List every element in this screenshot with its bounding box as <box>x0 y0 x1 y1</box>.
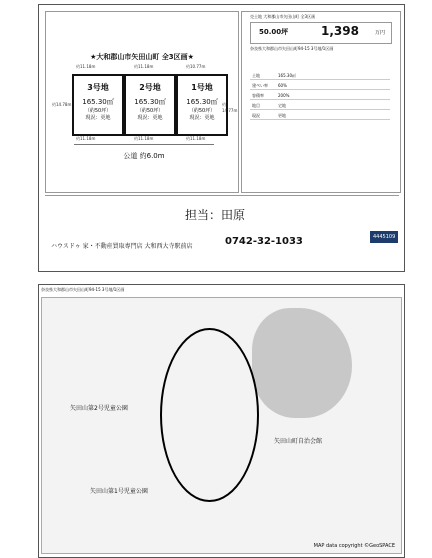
dim-bottom-2: 約11.18m <box>134 136 154 141</box>
phone-number: 0742-32-1033 <box>225 236 303 247</box>
pond <box>252 308 352 418</box>
dim-right: 約14.77m <box>222 102 238 113</box>
registration-number: 4445109 <box>370 231 398 243</box>
price: 1,398 <box>321 24 359 38</box>
info-row: 容積率 200% <box>250 92 390 100</box>
location-map <box>41 297 402 554</box>
info-row: 現況 更地 <box>250 112 390 120</box>
dim-bottom-3: 約11.18m <box>186 136 206 141</box>
park-label-2: 矢田山第2号児童公園 <box>70 405 128 412</box>
map-sheet <box>38 284 405 558</box>
map-copyright: MAP data copyright ©GeoSPACE <box>313 543 395 549</box>
road-label: 公道 約6.0m <box>74 144 214 177</box>
dim-top-2: 約11.18m <box>134 64 154 69</box>
dim-top-3: 約10.77m <box>186 64 206 69</box>
dim-left: 約14.78m <box>52 102 72 107</box>
property-flyer <box>38 4 405 272</box>
property-info <box>241 11 401 193</box>
hall-label: 矢田山町自治会館 <box>274 438 323 445</box>
info-row: 土地 165.30㎡ <box>250 72 390 80</box>
price-unit: 万円 <box>374 30 385 36</box>
lot-3: 3号地 165.30㎡ （約50坪） 現況：更地 <box>72 74 124 136</box>
contact-person: 担当：田原 <box>185 208 246 222</box>
park-label-1: 矢田山第1号児童公園 <box>90 488 148 495</box>
company-name: ハウスドゥ 家・不動産買取専門店 大和西大寺駅前店 <box>51 243 193 250</box>
plot-plan <box>45 11 239 193</box>
dim-top-1: 約11.18m <box>76 64 96 69</box>
info-heading: 売土地 大和郡山市矢田山町 全3区画 <box>250 14 316 19</box>
flyer-footer <box>45 195 399 266</box>
map-title: 奈良県大和郡山市矢田山町94-15 3号地/1区画 <box>41 287 125 292</box>
plot-title: ★大和郡山市矢田山町 全3区画★ <box>90 53 194 61</box>
lot-1: 1号地 165.30㎡ （約50坪） 現況：更地 <box>176 74 228 136</box>
price-box <box>250 22 392 44</box>
dim-bottom-1: 約11.18m <box>76 136 96 141</box>
tsubo: 50.00坪 <box>259 28 289 36</box>
address: 奈良県大和郡山市矢田山町94-15 3号地/1区画 <box>250 46 334 51</box>
lot-2: 2号地 165.30㎡ （約50坪） 現況：更地 <box>124 74 176 136</box>
location-circle <box>160 328 259 502</box>
info-row: 建ぺい率 60% <box>250 82 390 90</box>
info-row: 地目 宅地 <box>250 102 390 110</box>
